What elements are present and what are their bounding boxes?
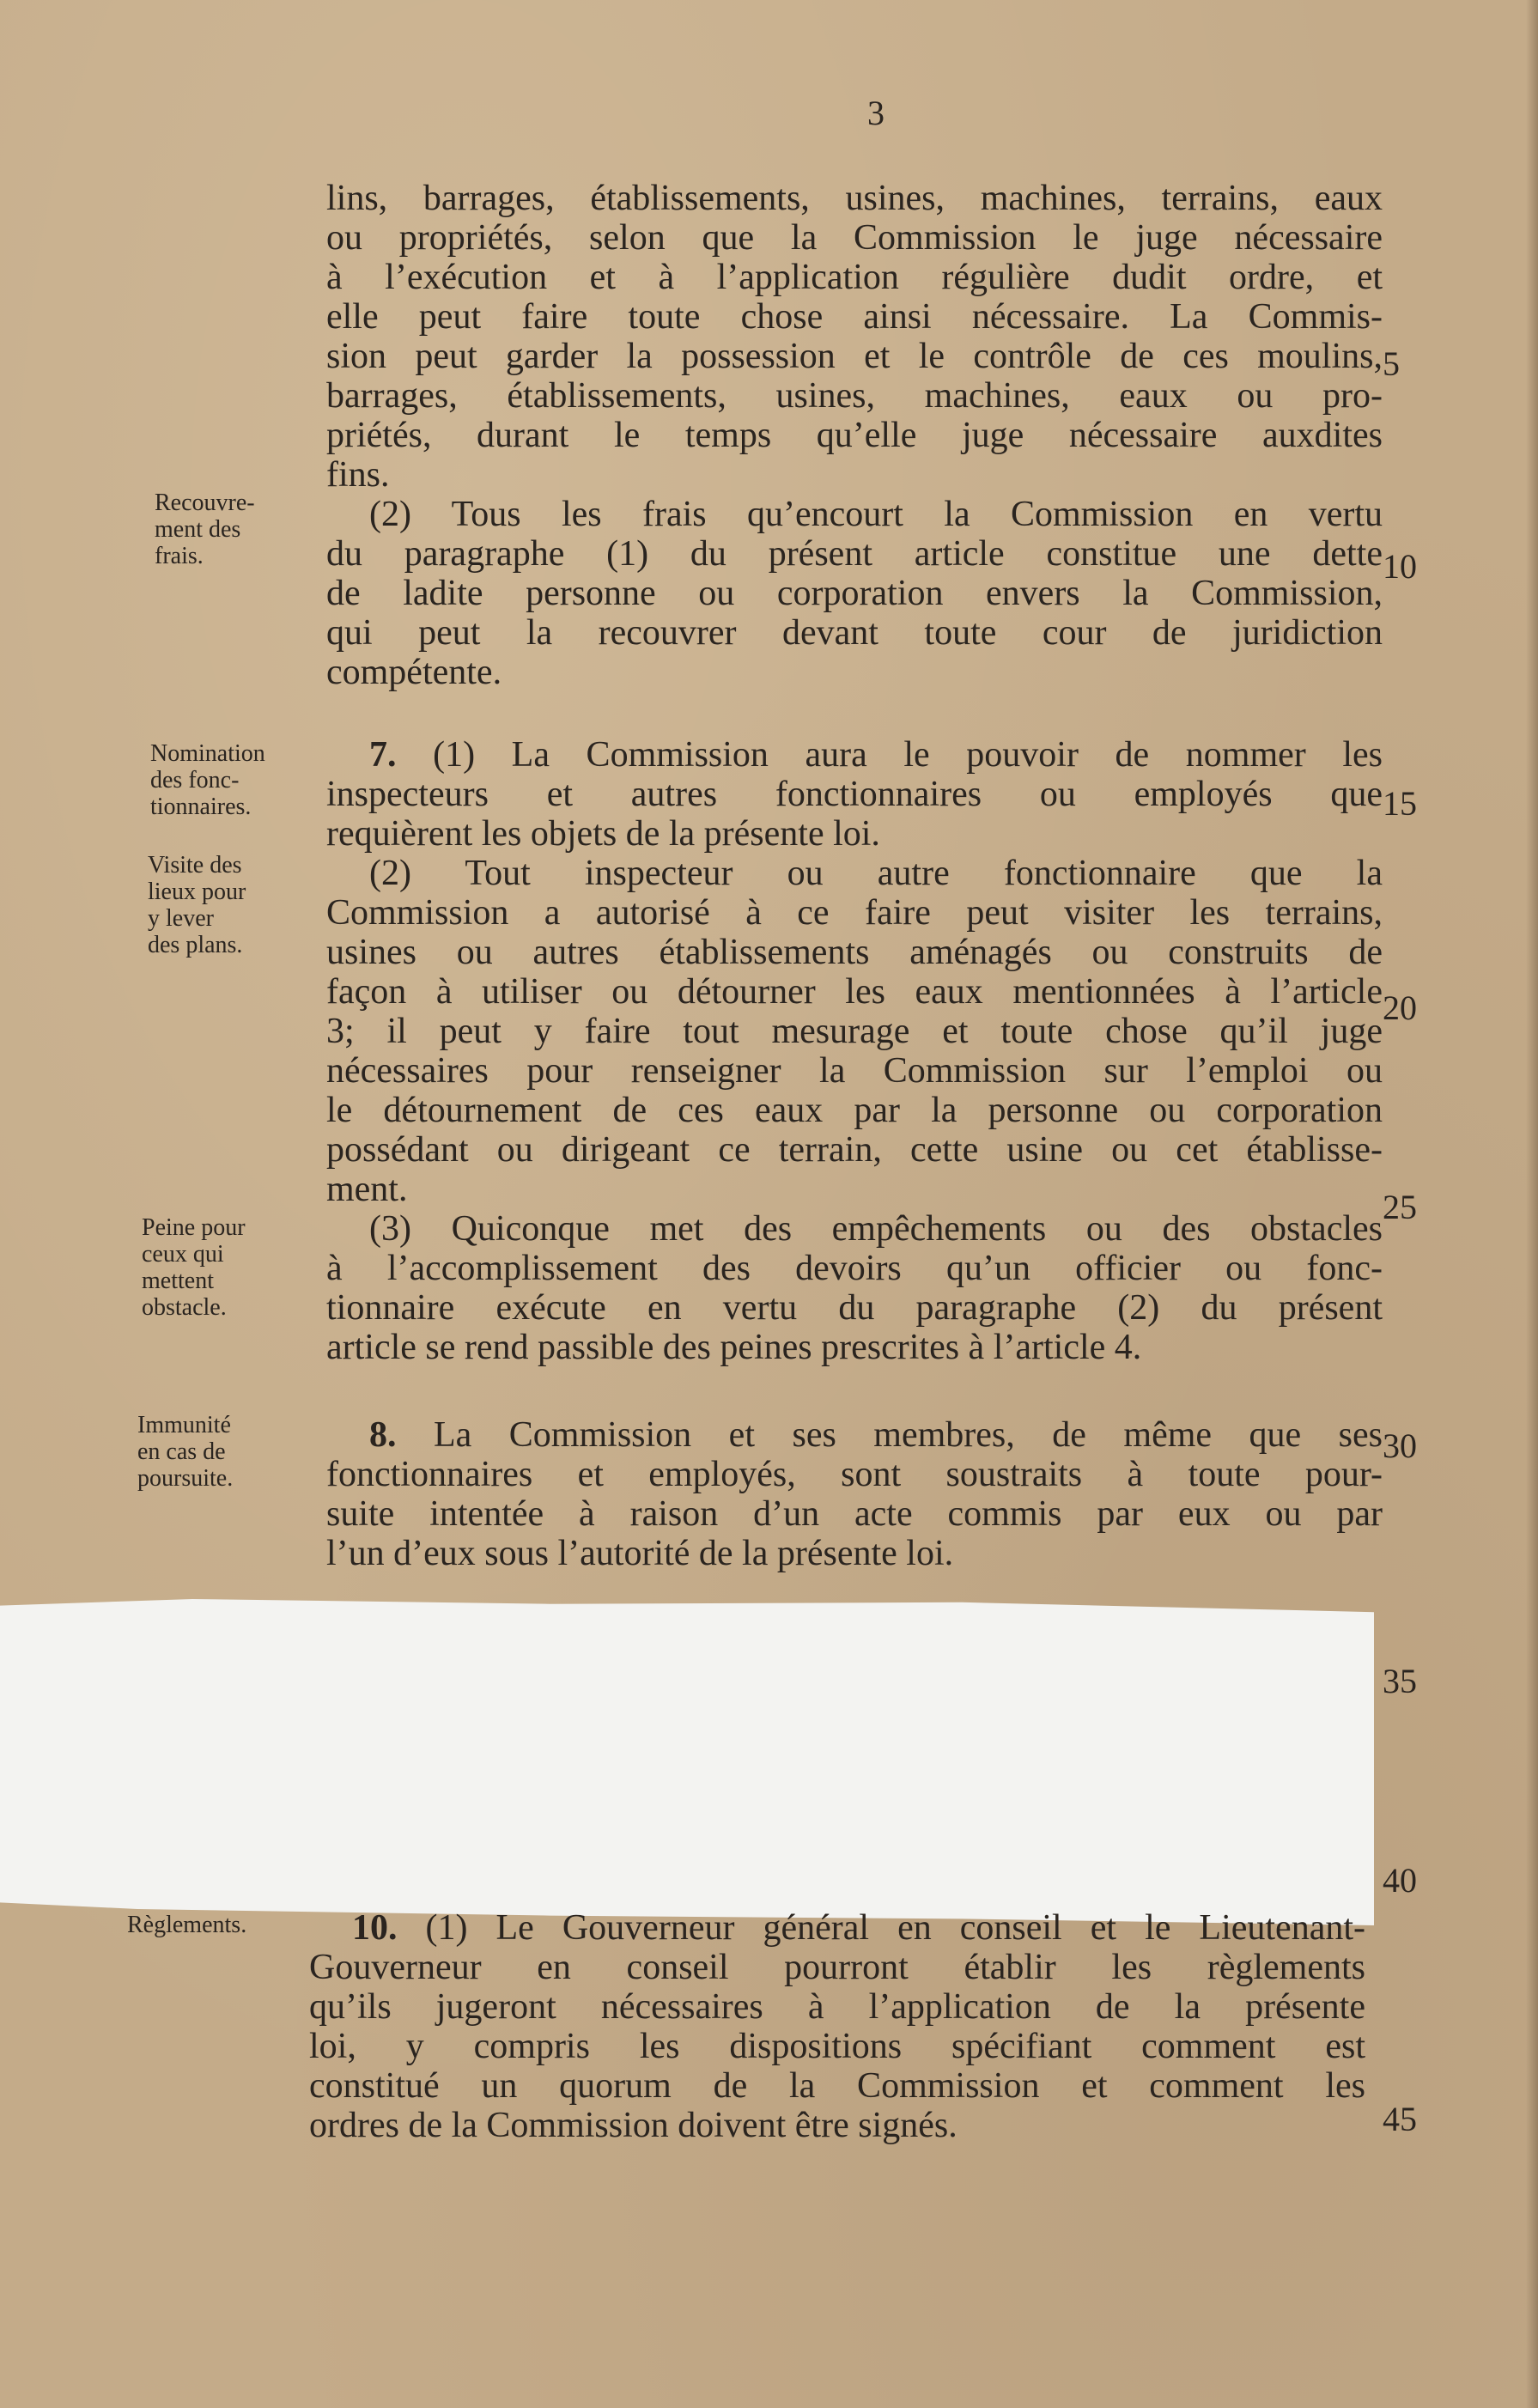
text-line <box>326 735 1383 775</box>
margin-note-immunite <box>137 1412 322 1492</box>
text-line: loi, y compris les dispositions spécifiant comment est <box>309 2027 1365 2066</box>
margin-note-peine <box>142 1214 326 1321</box>
text-line: nécessaires pour renseigner la Commission sur l’emploi ou <box>326 1051 1383 1091</box>
text-line <box>309 1908 1365 1948</box>
text-fragment: La Commission et ses membres, de même que ses <box>434 1415 1383 1455</box>
section-8 <box>326 1415 1383 1573</box>
margin-note-line: mettent <box>142 1268 214 1294</box>
margin-note-line: des fonc- <box>150 767 240 794</box>
text-line: (3) Quiconque met des empêchements ou des obstacles <box>369 1209 1383 1249</box>
text-line: du paragraphe (1) du présent article constitue une dette <box>326 534 1383 574</box>
text-line: constitué un quorum de la Commission et comment les <box>309 2066 1365 2106</box>
margin-note-reglements <box>127 1912 312 1938</box>
text-line: ordres de la Commission doivent être signés. <box>309 2106 957 2145</box>
margin-note-recouvrement <box>155 490 339 569</box>
line-number: 15 <box>1383 784 1417 823</box>
section-7 <box>326 735 1383 1367</box>
text-fragment: (1) Le Gouverneur général en conseil et le Lieutenant- <box>425 1908 1365 1948</box>
margin-note-line: lieux pour <box>148 879 246 905</box>
line-number: 40 <box>1383 1861 1417 1900</box>
text-line: barrages, établissements, usines, machines, eaux ou pro- <box>326 376 1383 416</box>
text-line: suite intentée à raison d’un acte commis par eux ou par <box>326 1494 1383 1534</box>
text-line: Commission a autorisé à ce faire peut visiter les terrains, <box>326 893 1383 933</box>
text-fragment: (1) La Commission aura le pouvoir de nommer les <box>433 735 1383 775</box>
text-line: fins. <box>326 455 390 495</box>
text-line: article se rend passible des peines prescrites à l’article 4. <box>326 1328 1142 1367</box>
section-number: 7. <box>369 735 397 775</box>
text-line: tionnaire exécute en vertu du paragraphe (2) du présent <box>326 1288 1383 1328</box>
margin-note-line: poursuite. <box>137 1465 234 1492</box>
margin-note-line: Visite des <box>148 852 242 879</box>
margin-note-line: Nomination <box>150 740 265 767</box>
text-line: (2) Tous les frais qu’encourt la Commission en vertu <box>369 495 1383 534</box>
text-line: compétente. <box>326 653 502 692</box>
section-number: 8. <box>369 1415 397 1455</box>
text-line: lins, barrages, établissements, usines, machines, terrains, eaux <box>326 179 1383 218</box>
text-line: priétés, durant le temps qu’elle juge nécessaire auxdites <box>326 416 1383 455</box>
text-line: usines ou autres établissements aménagés ou construits de <box>326 933 1383 972</box>
line-number: 45 <box>1383 2100 1417 2138</box>
text-line: possédant ou dirigeant ce terrain, cette usine ou cet établisse- <box>326 1130 1383 1170</box>
margin-note-line: Règlements. <box>127 1912 247 1938</box>
section-number: 10. <box>352 1908 398 1948</box>
text-line: sion peut garder la possession et le contrôle de ces moulins, <box>326 337 1383 376</box>
line-number: 5 <box>1383 344 1400 383</box>
text-line: ou propriétés, selon que la Commission le juge nécessaire <box>326 218 1383 258</box>
text-line: fonctionnaires et employés, sont soustraits à toute pour- <box>326 1455 1383 1494</box>
margin-note-visite <box>148 852 332 958</box>
margin-note-line: en cas de <box>137 1438 226 1465</box>
margin-note-line: ceux qui <box>142 1241 224 1268</box>
line-number: 25 <box>1383 1188 1417 1226</box>
line-number: 30 <box>1383 1426 1417 1465</box>
paragraph-continuation <box>326 179 1383 692</box>
margin-note-nomination <box>150 740 335 820</box>
text-line: le détournement de ces eaux par la personne ou corporation <box>326 1091 1383 1130</box>
line-number: 35 <box>1383 1662 1417 1700</box>
section-10 <box>309 1908 1365 2145</box>
text-line: Gouverneur en conseil pourront établir les règlements <box>309 1948 1365 1987</box>
margin-note-line: obstacle. <box>142 1294 227 1321</box>
line-number: 10 <box>1383 547 1417 586</box>
text-line: à l’exécution et à l’application régulière dudit ordre, et <box>326 258 1383 297</box>
text-line: ment. <box>326 1170 408 1209</box>
text-line: (2) Tout inspecteur ou autre fonctionnaire que la <box>369 854 1383 893</box>
margin-note-line: des plans. <box>148 932 243 958</box>
margin-note-line: Immunité <box>137 1412 231 1438</box>
text-line: qui peut la recouvrer devant toute cour de juridiction <box>326 613 1383 653</box>
text-line <box>326 1415 1383 1455</box>
margin-note-line: y lever <box>148 905 214 932</box>
line-number: 20 <box>1383 988 1417 1027</box>
text-line: qu’ils jugeront nécessaires à l’application de la présente <box>309 1987 1365 2027</box>
blank-paper-patch <box>0 1599 1374 1925</box>
page-edge-shadow <box>1526 0 1538 2408</box>
page-number: 3 <box>867 94 885 132</box>
text-line: elle peut faire toute chose ainsi nécessaire. La Commis- <box>326 297 1383 337</box>
margin-note-line: tionnaires. <box>150 794 252 820</box>
text-line: 3; il peut y faire tout mesurage et toute chose qu’il juge <box>326 1012 1383 1051</box>
text-line: façon à utiliser ou détourner les eaux mentionnées à l’article <box>326 972 1383 1012</box>
margin-note-line: Recouvre- <box>155 490 255 516</box>
text-line: l’un d’eux sous l’autorité de la présente loi. <box>326 1534 954 1573</box>
text-line: requièrent les objets de la présente loi. <box>326 814 880 854</box>
text-line: inspecteurs et autres fonctionnaires ou employés que <box>326 775 1383 814</box>
margin-note-line: Peine pour <box>142 1214 246 1241</box>
text-line: de ladite personne ou corporation envers la Commission, <box>326 574 1383 613</box>
margin-note-line: frais. <box>155 543 204 569</box>
text-line: à l’accomplissement des devoirs qu’un officier ou fonc- <box>326 1249 1383 1288</box>
margin-note-line: ment des <box>155 516 241 543</box>
